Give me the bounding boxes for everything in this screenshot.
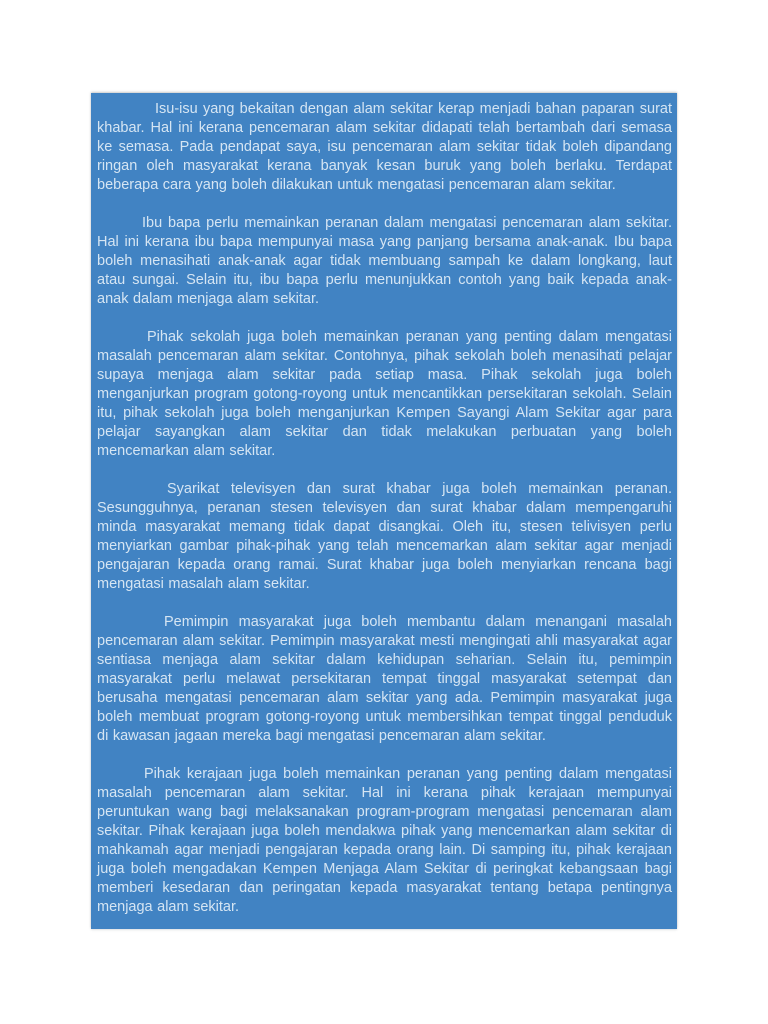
paragraph-pemimpin: Pemimpin masyarakat juga boleh membantu dalam menangani masalah pencemaran alam sekitar. Pemimpin masyarakat mesti mengingati ahli masyarakat agar sentiasa menjaga alam sekitar dalam kehidupan seharian. Selain itu, pemimpin masyarakat perlu melawat persekitaran tempat tinggal masyarakat setempat dan berusaha mengatasi pencemaran alam sekitar yang ada. Pemimpin masyarakat juga boleh membuat program gotong-royong untuk membersihkan tempat tinggal penduduk di kawasan jagaan mereka bagi mengatasi pencemaran alam sekitar. — [97, 614, 672, 744]
document-page — [91, 93, 677, 929]
paragraph-kerajaan: Pihak kerajaan juga boleh memainkan peranan yang penting dalam mengatasi masalah pencemaran alam sekitar. Hal ini kerana pihak kerajaan mempunyai peruntukan wang bagi melaksanakan program-program mengatasi pencemaran alam sekitar. Pihak kerajaan juga boleh mendakwa pihak yang mencemarkan alam sekitar di mahkamah agar menjadi pengajaran kepada orang lain. Di samping itu, pihak kerajaan juga boleh mengadakan Kempen Menjaga Alam Sekitar di peringkat kebangsaan bagi memberi kesedaran dan peringatan kepada masyarakat tentang betapa pentingnya menjaga alam sekitar. — [97, 766, 672, 915]
paragraph-intro: Isu-isu yang bekaitan dengan alam sekitar kerap menjadi bahan paparan surat khabar. Hal ini kerana pencemaran alam sekitar didapati telah bertambah dari semasa ke semasa. Pada pendapat saya, isu pencemaran alam sekitar tidak boleh dipandang ringan oleh masyarakat kerana banyak kesan buruk yang boleh berlaku. Terdapat beberapa cara yang boleh dilakukan untuk mengatasi pencemaran alam sekitar. — [97, 101, 672, 193]
paragraph-televisyen: Syarikat televisyen dan surat khabar juga boleh memainkan peranan. Sesungguhnya, peranan stesen televisyen dan surat khabar dalam mempengaruhi minda masyarakat memang tidak dapat disangkai. Oleh itu, stesen telivisyen perlu menyiarkan gambar pihak-pihak yang telah mencemarkan alam sekitar agar menjadi pengajaran kepada orang ramai. Surat khabar juga boleh menyiarkan rencana bagi mengatasi masalah alam sekitar. — [97, 481, 672, 592]
paragraph-sekolah: Pihak sekolah juga boleh memainkan peranan yang penting dalam mengatasi masalah pencemaran alam sekitar. Contohnya, pihak sekolah boleh menasihati pelajar supaya menjaga alam sekitar pada setiap masa. Pihak sekolah juga boleh menganjurkan program gotong-royong untuk mencantikkan persekitaran sekolah. Selain itu, pihak sekolah juga boleh menganjurkan Kempen Sayangi Alam Sekitar agar para pelajar sayangkan alam sekitar dan tidak melakukan perbuatan yang boleh mencemarkan alam sekitar. — [97, 329, 672, 459]
paragraph-ibu-bapa: Ibu bapa perlu memainkan peranan dalam mengatasi pencemaran alam sekitar. Hal ini kerana ibu bapa mempunyai masa yang panjang bersama anak-anak. Ibu bapa boleh menasihati anak-anak agar tidak membuang sampah ke dalam longkang, laut atau sungai. Selain itu, ibu bapa perlu menunjukkan contoh yang baik kepada anak-anak dalam menjaga alam sekitar. — [97, 215, 672, 307]
